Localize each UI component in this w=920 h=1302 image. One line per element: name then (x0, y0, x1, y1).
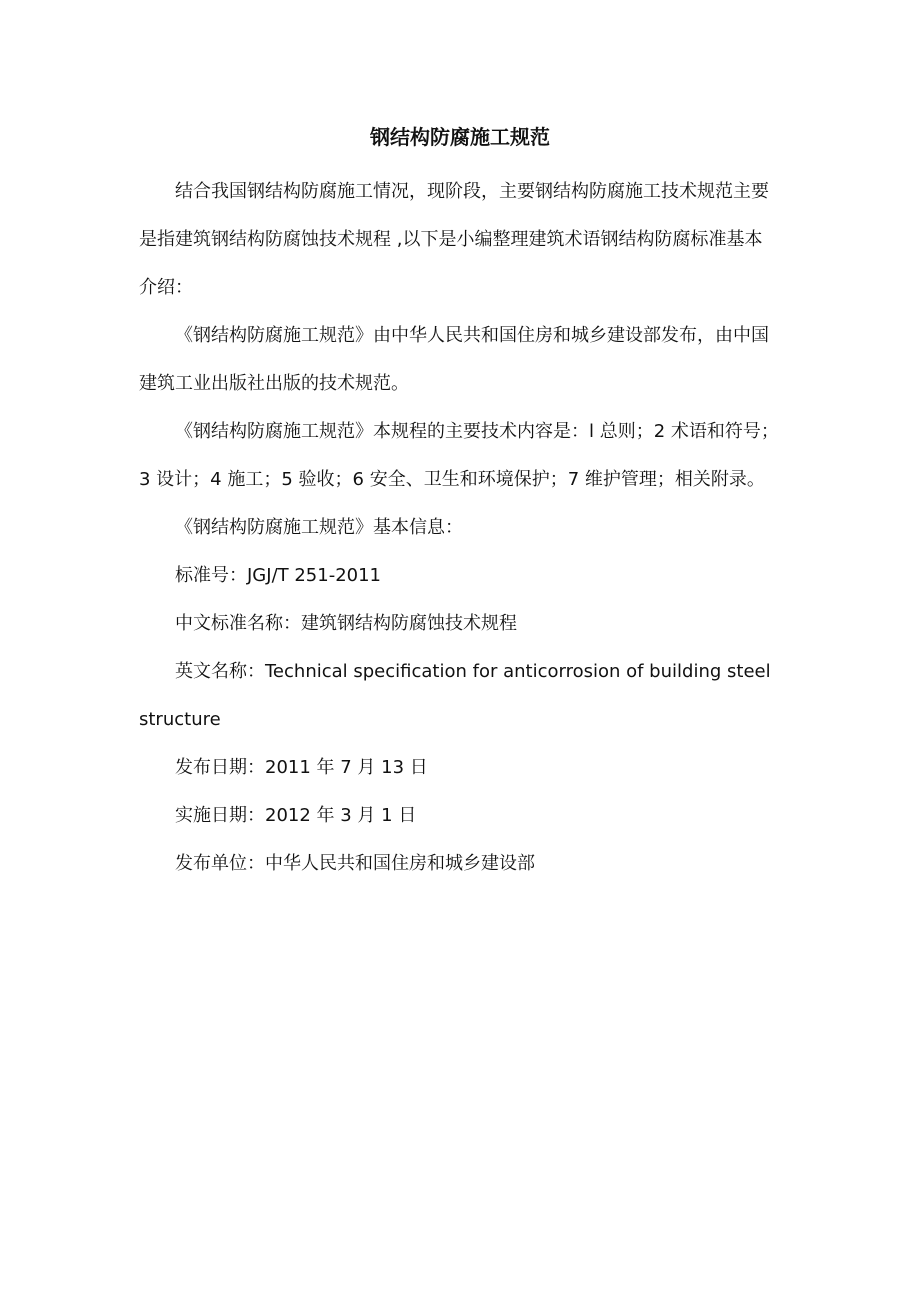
paragraph-publisher (139, 312, 803, 408)
text-line: 结合我国钢结构防腐施工情况，现阶段，主要钢结构防腐施工技术规范主要 (175, 181, 769, 202)
paragraph-intro (139, 168, 803, 312)
publish-date: 发布日期：2011 年 7 月 13 日 (175, 757, 428, 778)
text-line: 《钢结构防腐施工规范》本规程的主要技术内容是：l 总则；2 术语和符号； (175, 421, 779, 442)
paragraph-contents (139, 408, 803, 504)
text-line: 建筑工业出版社出版的技术规范。 (139, 373, 409, 394)
text-line: 英文名称：Technical specification for anticorrosion of building steel (175, 661, 771, 682)
document-title: 钢结构防腐施工规范 (370, 125, 550, 149)
text-line: 介绍： (139, 277, 193, 298)
document-body (139, 168, 803, 888)
basic-info-heading: 《钢结构防腐施工规范》基本信息： (175, 517, 463, 538)
chinese-standard-name: 中文标准名称：建筑钢结构防腐蚀技术规程 (175, 613, 517, 634)
text-line: 是指建筑钢结构防腐蚀技术规程 ,以下是小编整理建筑术语钢结构防腐标准基本 (139, 229, 763, 250)
text-line: 3 设计；4 施工；5 验收；6 安全、卫生和环境保护；7 维护管理；相关附录。 (139, 469, 765, 490)
implementation-date: 实施日期：2012 年 3 月 1 日 (175, 805, 417, 826)
text-line: structure (139, 709, 221, 730)
text-line: 《钢结构防腐施工规范》由中华人民共和国住房和城乡建设部发布，由中国 (175, 325, 769, 346)
publishing-unit: 发布单位：中华人民共和国住房和城乡建设部 (175, 853, 535, 874)
english-name (139, 648, 803, 744)
standard-number: 标准号：JGJ/T 251-2011 (175, 565, 382, 586)
